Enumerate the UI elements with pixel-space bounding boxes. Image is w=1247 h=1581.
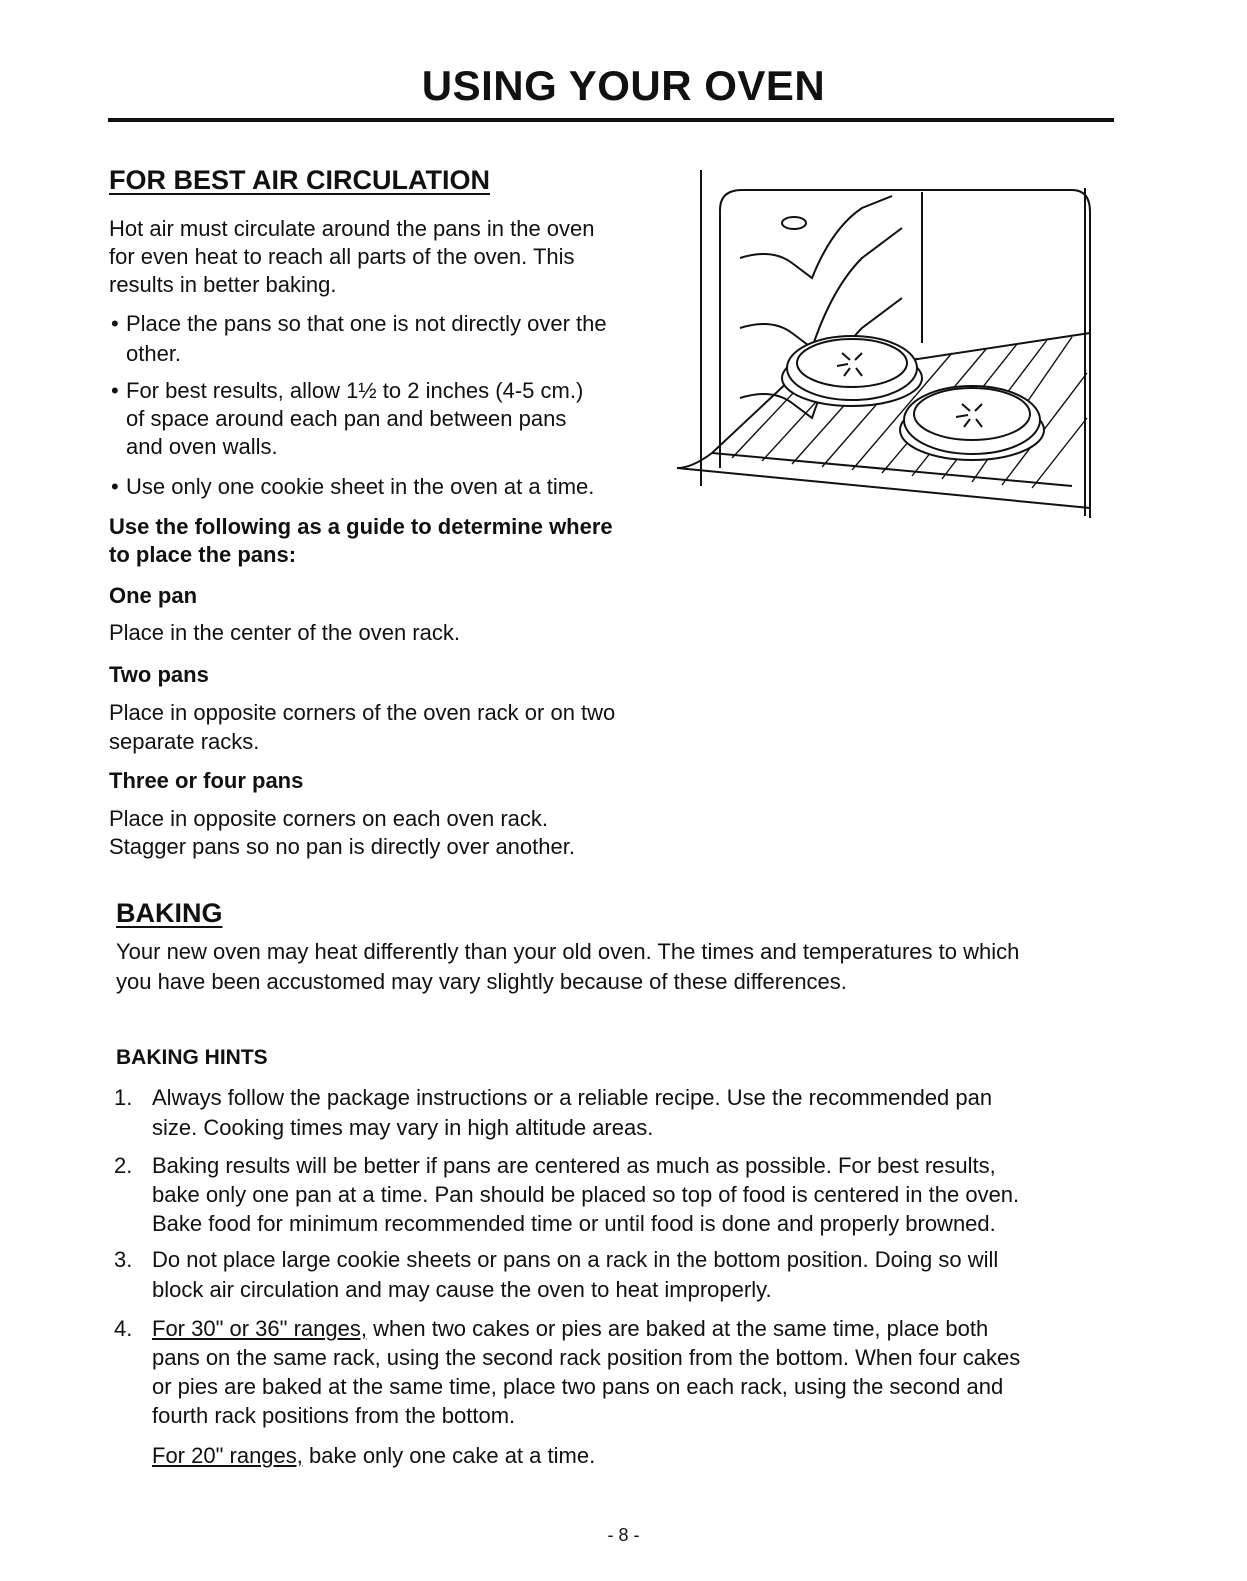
bullet-line: Place the pans so that one is not directly over the (126, 311, 607, 336)
bullet-line: of space around each pan and between pans (126, 406, 567, 431)
guide-line: to place the pans: (109, 542, 297, 567)
baking-hint-item (114, 1245, 1124, 1305)
bullet-marker: • (111, 378, 119, 403)
case-line: separate racks. (109, 729, 260, 754)
hint-line: Baking results will be better if pans are centered as much as possible. For best results, (152, 1153, 996, 1178)
case-line: Place in the center of the oven rack. (109, 620, 460, 645)
oven-rack-with-pies-illustration (672, 168, 1092, 528)
hint-line: pans on the same rack, using the second rack position from the bottom. When four cakes (152, 1345, 1021, 1370)
baking-hint-item (114, 1314, 1124, 1494)
baking-hint-item (114, 1083, 1124, 1143)
air-intro-line: results in better baking. (109, 272, 337, 297)
title-rule (108, 118, 1114, 122)
bullet-line: and oven walls. (126, 434, 278, 459)
bullet-line: For best results, allow 1½ to 2 inches (4-5 cm.) (126, 378, 584, 403)
baking-hint-item (114, 1151, 1124, 1241)
air-circulation-heading: FOR BEST AIR CIRCULATION (109, 165, 490, 195)
hint-range-label: For 30" or 36" ranges, (152, 1316, 367, 1341)
hint-line: block air circulation and may cause the oven to heat improperly. (152, 1277, 772, 1302)
bullet-line: other. (126, 341, 182, 366)
hint-line: size. Cooking times may vary in high altitude areas. (152, 1115, 654, 1140)
bullet-marker: • (111, 311, 119, 336)
baking-intro-line: you have been accustomed may vary slightly because of these differences. (116, 969, 847, 994)
hint-line: Do not place large cookie sheets or pans on a rack in the bottom position. Doing so will (152, 1247, 999, 1272)
case-line: Place in opposite corners of the oven rack or on two (109, 700, 616, 725)
bullet-item (111, 472, 711, 502)
hint-line: fourth rack positions from the bottom. (152, 1403, 516, 1428)
case-line: Stagger pans so no pan is directly over another. (109, 834, 575, 859)
hint-number: 2. (114, 1153, 133, 1178)
hint-note-rest: bake only one cake at a time. (302, 1443, 596, 1468)
page-number: - 8 - (607, 1525, 640, 1545)
hint-line: or pies are baked at the same time, place two pans on each rack, using the second and (152, 1374, 1004, 1399)
hint-line (152, 1314, 1122, 1344)
hint-note (152, 1441, 1122, 1471)
air-intro-line: Hot air must circulate around the pans in the oven (109, 216, 595, 241)
air-intro-line: for even heat to reach all parts of the oven. This (109, 244, 575, 269)
oven-illustration-svg (672, 168, 1092, 528)
bullet-item (111, 376, 711, 466)
hint-line-rest: when two cakes or pies are baked at the same time, place both (366, 1316, 989, 1341)
hint-note-range-label: For 20" ranges, (152, 1443, 303, 1468)
hint-number: 3. (114, 1247, 133, 1272)
page-title: USING YOUR OVEN (421, 62, 826, 109)
bullet-item (111, 309, 711, 369)
case-heading-one-pan: One pan (109, 583, 198, 608)
bullet-marker: • (111, 474, 119, 499)
hint-line: Always follow the package instructions or a reliable recipe. Use the recommended pan (152, 1085, 993, 1110)
baking-hints-heading: BAKING HINTS (116, 1046, 268, 1069)
baking-intro-line: Your new oven may heat differently than your old oven. The times and temperatures to which (116, 939, 1020, 964)
baking-heading: BAKING (116, 898, 223, 928)
hint-line: bake only one pan at a time. Pan should be placed so top of food is centered in the oven. (152, 1182, 1020, 1207)
case-line: Place in opposite corners on each oven rack. (109, 806, 549, 831)
case-heading-two-pans: Two pans (109, 662, 209, 687)
guide-line: Use the following as a guide to determine where (109, 514, 613, 539)
hint-number: 1. (114, 1085, 133, 1110)
hint-line: Bake food for minimum recommended time or until food is done and properly browned. (152, 1211, 996, 1236)
hint-number: 4. (114, 1316, 133, 1341)
case-heading-three-four-pans: Three or four pans (109, 768, 304, 793)
bullet-line: Use only one cookie sheet in the oven at a time. (126, 474, 595, 499)
